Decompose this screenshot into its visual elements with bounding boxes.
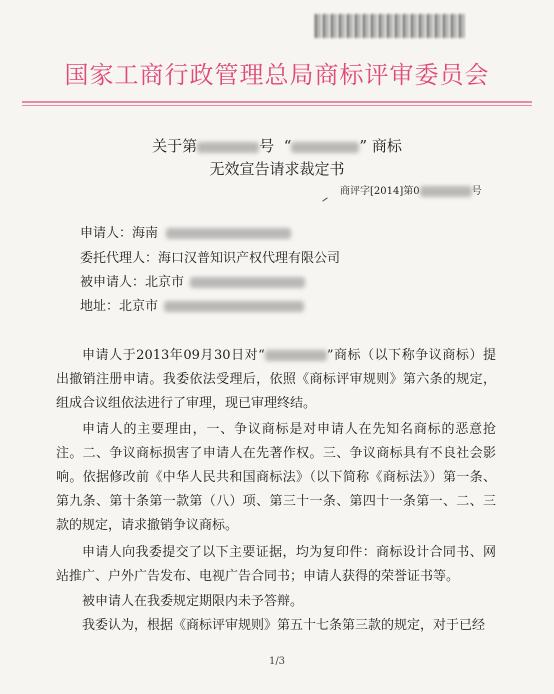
paragraph-3: 申请人向我委提交了以下主要证据，均为复印件：商标设计合同书、网站推广、户外广告发布、电视广告合同书；申请人获得的荣誉证书等。	[56, 545, 496, 584]
redacted-mark	[291, 142, 359, 153]
barcode	[315, 14, 465, 38]
header-rule	[22, 101, 532, 103]
paragraph-1: 申请人于2013年09月30日对“ ”商标（以下称争议商标）提出撤销注册申请。我委依法受理后，依照《商标评审规则》第六条的规定，组成合议组依法进行了审理，现已审理终结。	[56, 348, 496, 411]
document-title-line2: 无效宣告请求裁定书	[209, 160, 345, 178]
paragraph-4: 被申请人在我委规定期限内未予答辩。	[82, 594, 304, 609]
agent-field: 委托代理人：海口汉普知识产权代理有限公司	[80, 251, 341, 266]
page-number: 1/3	[268, 656, 286, 667]
document-title-line1: 关于第 号 “ ” 商标	[152, 137, 402, 155]
applicant-field: 申请人：海南	[80, 222, 291, 241]
document-number: 商评字[2014]第0 号	[340, 186, 482, 197]
redacted-number	[197, 142, 259, 153]
header-rule-thin	[22, 105, 532, 106]
paragraph-5: 我委认为，根据《商标评审规则》第五十七条第三款的规定，对于已经	[82, 618, 486, 633]
respondent-field: 被申请人：北京市	[80, 271, 305, 290]
address-field: 地址：北京市	[80, 295, 304, 314]
paragraph-2: 申请人的主要理由，一、争议商标是对申请人在先知名商标的恶意抢注。二、争议商标损害了申请人在先著作权。三、争议商标具有不良社会影响。依据修改前《中华人民共和国商标法》（以下简称《商标法》）第一条、第九条、第十条第一款第（八）项、第三十一条、第四十一条第一、二、三款的规定，请求撤销争议商标。	[56, 422, 496, 533]
pen-mark	[322, 197, 327, 201]
redacted-doc-number	[420, 186, 472, 197]
issuer-header: 国家工商行政管理总局商标评审委员会	[64, 61, 490, 89]
